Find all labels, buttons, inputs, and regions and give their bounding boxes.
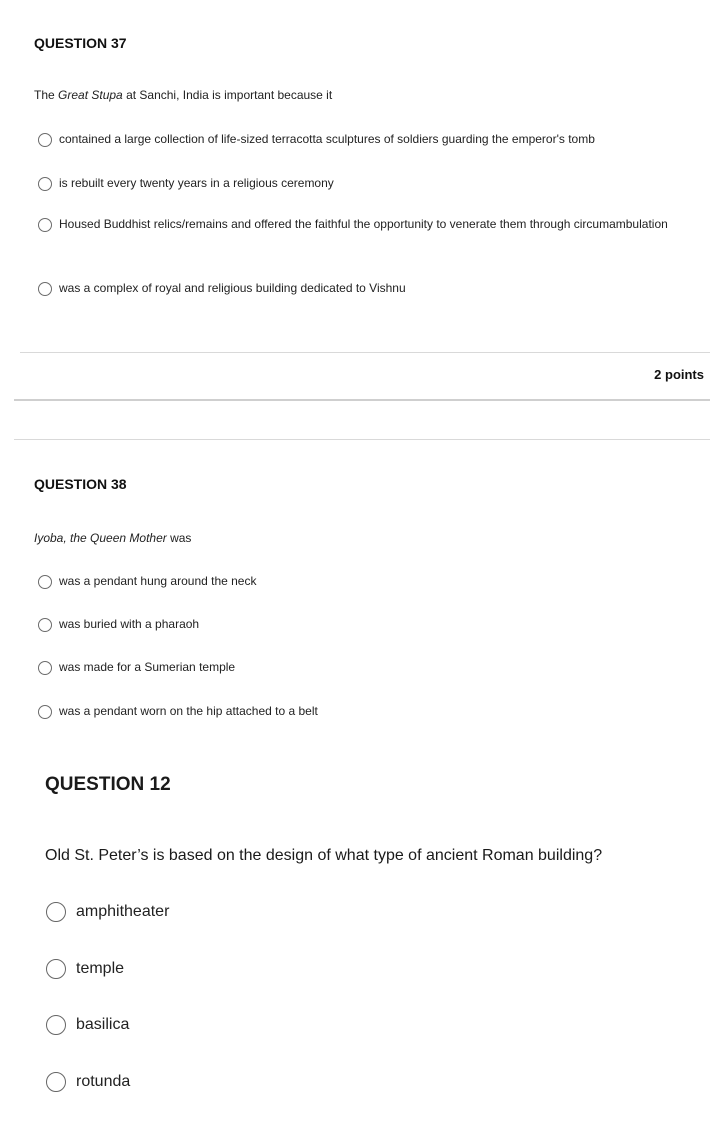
q38-option-label: was made for a Sumerian temple <box>59 660 236 674</box>
radio-button[interactable] <box>38 282 52 296</box>
question-12-prompt: Old St. Peter’s is based on the design of what type of ancient Roman building? <box>45 847 603 864</box>
question-38-prompt <box>34 531 191 545</box>
q38-option-label: was a pendant worn on the hip attached to a belt <box>59 704 318 718</box>
question-38-prompt-em: Iyoba, the Queen Mother <box>34 531 167 545</box>
q37-option-3[interactable] <box>38 217 678 234</box>
q12-option-label: temple <box>76 960 125 977</box>
divider <box>14 399 710 401</box>
q12-option-4[interactable] <box>46 1072 130 1092</box>
q12-option-label: basilica <box>76 1016 130 1033</box>
question-37-prompt <box>34 88 332 102</box>
radio-button[interactable] <box>38 575 52 589</box>
q37-option-1[interactable] <box>38 132 703 149</box>
q12-option-2[interactable] <box>46 959 124 979</box>
radio-button[interactable] <box>38 177 52 191</box>
radio-button[interactable] <box>46 1015 66 1035</box>
question-37-prompt-post: at Sanchi, India is important because it <box>122 88 333 102</box>
q37-option-label: was a complex of royal and religious building dedicated to Vishnu <box>59 281 406 295</box>
radio-button[interactable] <box>38 218 52 232</box>
q38-option-3[interactable] <box>38 660 638 677</box>
question-37-title: QUESTION 37 <box>34 35 127 51</box>
q37-option-label: Housed Buddhist relics/remains and offered the faithful the opportunity to venerate them through circumambulation <box>59 217 668 231</box>
q12-option-1[interactable] <box>46 902 169 922</box>
q38-option-label: was a pendant hung around the neck <box>59 574 257 588</box>
q38-option-label: was buried with a pharaoh <box>59 617 200 631</box>
q12-option-label: rotunda <box>76 1073 131 1090</box>
points-label: 2 points <box>654 367 704 382</box>
question-12-title: QUESTION 12 <box>45 774 171 795</box>
radio-button[interactable] <box>38 661 52 675</box>
q38-option-2[interactable] <box>38 617 638 634</box>
q38-option-1[interactable] <box>38 574 638 591</box>
q38-option-4[interactable] <box>38 704 638 721</box>
question-38-title: QUESTION 38 <box>34 476 127 492</box>
q12-option-label: amphitheater <box>76 903 170 920</box>
q12-option-3[interactable] <box>46 1015 129 1035</box>
question-37-prompt-em: Great Stupa <box>58 88 123 102</box>
divider <box>14 439 710 440</box>
q37-option-label: is rebuilt every twenty years in a religious ceremony <box>59 176 334 190</box>
radio-button[interactable] <box>46 1072 66 1092</box>
q37-option-4[interactable] <box>38 281 678 298</box>
question-37-prompt-pre: The <box>34 88 59 102</box>
radio-button[interactable] <box>38 618 52 632</box>
q37-option-2[interactable] <box>38 176 678 193</box>
divider <box>20 352 710 353</box>
question-38-prompt-post: was <box>166 531 192 545</box>
q37-option-label: contained a large collection of life-sized terracotta sculptures of soldiers guarding the emperor's tomb <box>59 132 595 146</box>
radio-button[interactable] <box>46 902 66 922</box>
radio-button[interactable] <box>38 133 52 147</box>
radio-button[interactable] <box>46 959 66 979</box>
radio-button[interactable] <box>38 705 52 719</box>
